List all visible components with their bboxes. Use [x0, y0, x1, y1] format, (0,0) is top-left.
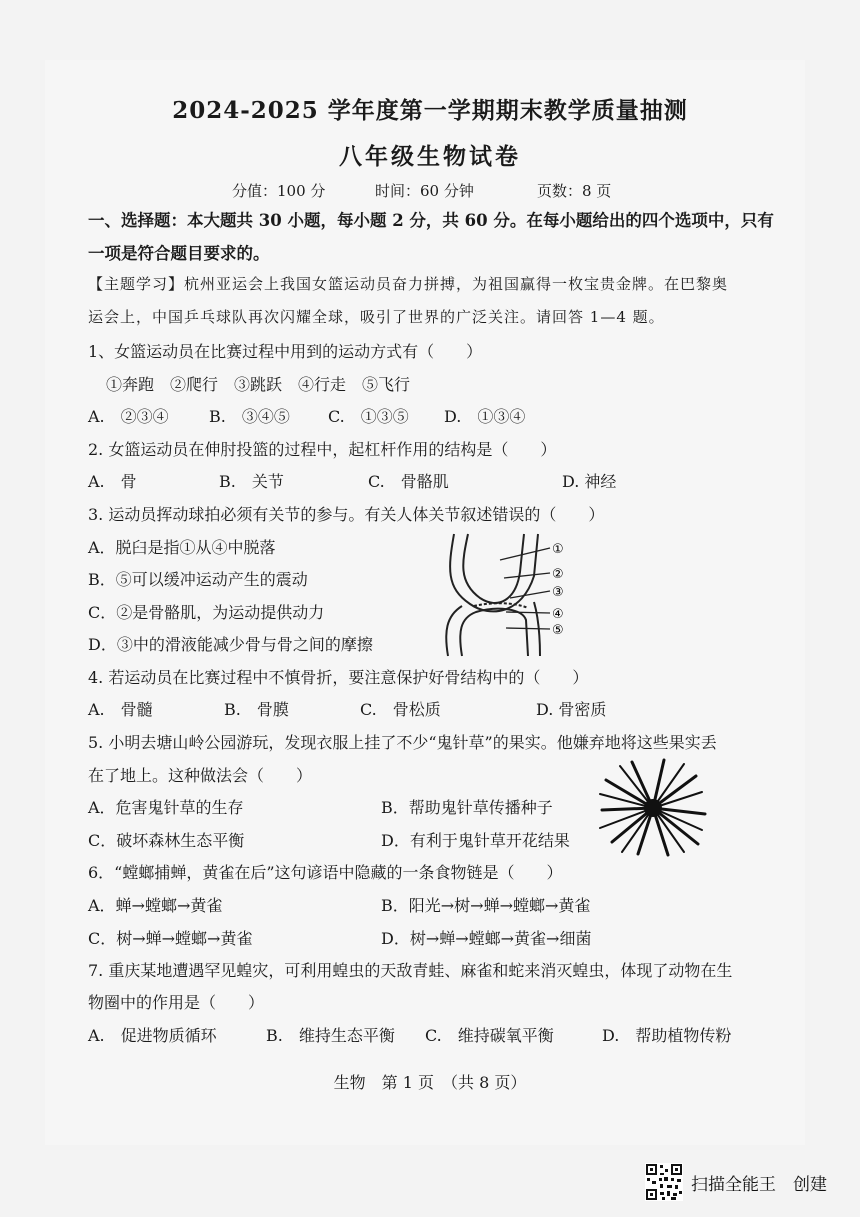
question-4-option-a[interactable]: A. 骨髓: [88, 700, 153, 719]
question-1-option-c[interactable]: C. ①③⑤: [328, 407, 409, 426]
question-2-option-b[interactable]: B. 关节: [219, 472, 284, 491]
question-3-option-d[interactable]: D．③中的滑液能减少骨与骨之间的摩擦: [88, 635, 373, 654]
meta-score: 分值：100 分: [232, 182, 326, 200]
scanner-watermark-text: 扫描全能王 创建: [691, 1174, 827, 1195]
theme-intro: 【主题学习】杭州亚运会上我国女篮运动员奋力拼搏，为祖国赢得一枚宝贵金牌。在巴黎奥: [88, 275, 729, 293]
question-2-option-a[interactable]: A. 骨: [88, 472, 137, 491]
question-2-stem: 2. 女篮运动员在伸肘投篮的过程中，起杠杆作用的结构是（ ）: [88, 440, 557, 459]
question-5-option-d[interactable]: D．有利于鬼针草开花结果: [381, 831, 570, 850]
figure-label-2: ②: [552, 567, 564, 582]
question-3-option-c[interactable]: C．②是骨骼肌，为运动提供动力: [88, 603, 325, 622]
question-5-option-a[interactable]: A．危害鬼针草的生存: [88, 798, 244, 817]
question-7-option-d[interactable]: D. 帮助植物传粉: [602, 1026, 732, 1045]
leader-line-2: [504, 573, 550, 578]
beggarticks-seed-picture: [598, 758, 708, 858]
scanner-watermark: [645, 1163, 827, 1201]
question-4-option-b[interactable]: B. 骨膜: [224, 700, 289, 719]
question-5-stem: 5. 小明去塘山岭公园游玩，发现衣服上挂了不少“鬼针草”的果实。他嫌弃地将这些果实丢: [88, 733, 717, 752]
question-5-stem-cont: 在了地上。这种做法会（ ）: [88, 766, 313, 785]
section-heading-cont: 一项是符合题目要求的。: [88, 244, 270, 263]
question-1-items: ①奔跑 ②爬行 ③跳跃 ④行走 ⑤飞行: [106, 375, 411, 394]
question-6-option-c[interactable]: C．树→蝉→螳螂→黄雀: [88, 929, 253, 948]
figure-label-3: ③: [552, 585, 564, 600]
joint-diagram: [440, 532, 590, 658]
theme-intro-cont: 运会上，中国乒乓球队再次闪耀全球，吸引了世界的广泛关注。请回答 1—4 题。: [88, 308, 665, 326]
exam-subtitle: 八年级生物试卷: [339, 143, 521, 170]
question-7-option-c[interactable]: C. 维持碳氧平衡: [425, 1026, 554, 1045]
question-6-stem: 6．“螳螂捕蝉，黄雀在后”这句谚语中隐藏的一条食物链是（ ）: [88, 863, 563, 882]
question-1-option-b[interactable]: B. ③④⑤: [209, 407, 290, 426]
exam-title: 2024-2025 学年度第一学期期末教学质量抽测: [172, 97, 688, 124]
leader-line-1: [500, 548, 550, 560]
question-7-option-b[interactable]: B. 维持生态平衡: [266, 1026, 395, 1045]
question-1-option-d[interactable]: D. ①③④: [444, 407, 526, 426]
question-6-option-a[interactable]: A．蝉→螳螂→黄雀: [88, 896, 223, 915]
leader-line-4: [506, 612, 550, 613]
qr-code-icon: [645, 1163, 683, 1201]
question-3-option-a[interactable]: A．脱臼是指①从④中脱落: [88, 538, 276, 557]
meta-pages: 页数：8 页: [537, 182, 612, 200]
question-1-option-a[interactable]: A. ②③④: [88, 407, 169, 426]
figure-label-4: ④: [552, 607, 564, 622]
figure-label-1: ①: [552, 542, 564, 557]
question-4-option-c[interactable]: C. 骨松质: [360, 700, 441, 719]
leader-line-5: [506, 628, 550, 629]
question-2-option-d[interactable]: D. 神经: [562, 472, 617, 491]
page-footer: 生物 第 1 页 （共 8 页）: [333, 1073, 527, 1092]
question-3-option-b[interactable]: B．⑤可以缓冲运动产生的震动: [88, 570, 308, 589]
question-1-stem: 1、女篮运动员在比赛过程中用到的运动方式有（ ）: [88, 342, 483, 361]
question-7-stem: 7. 重庆某地遭遇罕见蝗灾，可利用蝗虫的天敌青蛙、麻雀和蛇来消灭蝗虫，体现了动物在生: [88, 961, 733, 980]
question-4-option-d[interactable]: D. 骨密质: [536, 700, 607, 719]
section-heading: 一、选择题：本大题共 30 小题，每小题 2 分，共 60 分。在每小题给出的四个选项中，只有: [88, 211, 774, 230]
figure-label-5: ⑤: [552, 623, 564, 638]
question-3-stem: 3. 运动员挥动球拍必须有关节的参与。有关人体关节叙述错误的（ ）: [88, 505, 605, 524]
question-2-option-c[interactable]: C. 骨骼肌: [368, 472, 449, 491]
question-7-option-a[interactable]: A. 促进物质循环: [88, 1026, 217, 1045]
meta-time: 时间：60 分钟: [375, 182, 474, 200]
question-6-option-b[interactable]: B．阳光→树→蝉→螳螂→黄雀: [381, 896, 591, 915]
question-4-stem: 4. 若运动员在比赛过程中不慎骨折，要注意保护好骨结构中的（ ）: [88, 668, 589, 687]
question-5-option-c[interactable]: C．破坏森林生态平衡: [88, 831, 245, 850]
question-6-option-d[interactable]: D．树→蝉→螳螂→黄雀→细菌: [381, 929, 592, 948]
question-5-option-b[interactable]: B．帮助鬼针草传播种子: [381, 798, 553, 817]
question-7-stem-cont: 物圈中的作用是（ ）: [88, 993, 265, 1012]
leader-line-3: [510, 591, 550, 598]
